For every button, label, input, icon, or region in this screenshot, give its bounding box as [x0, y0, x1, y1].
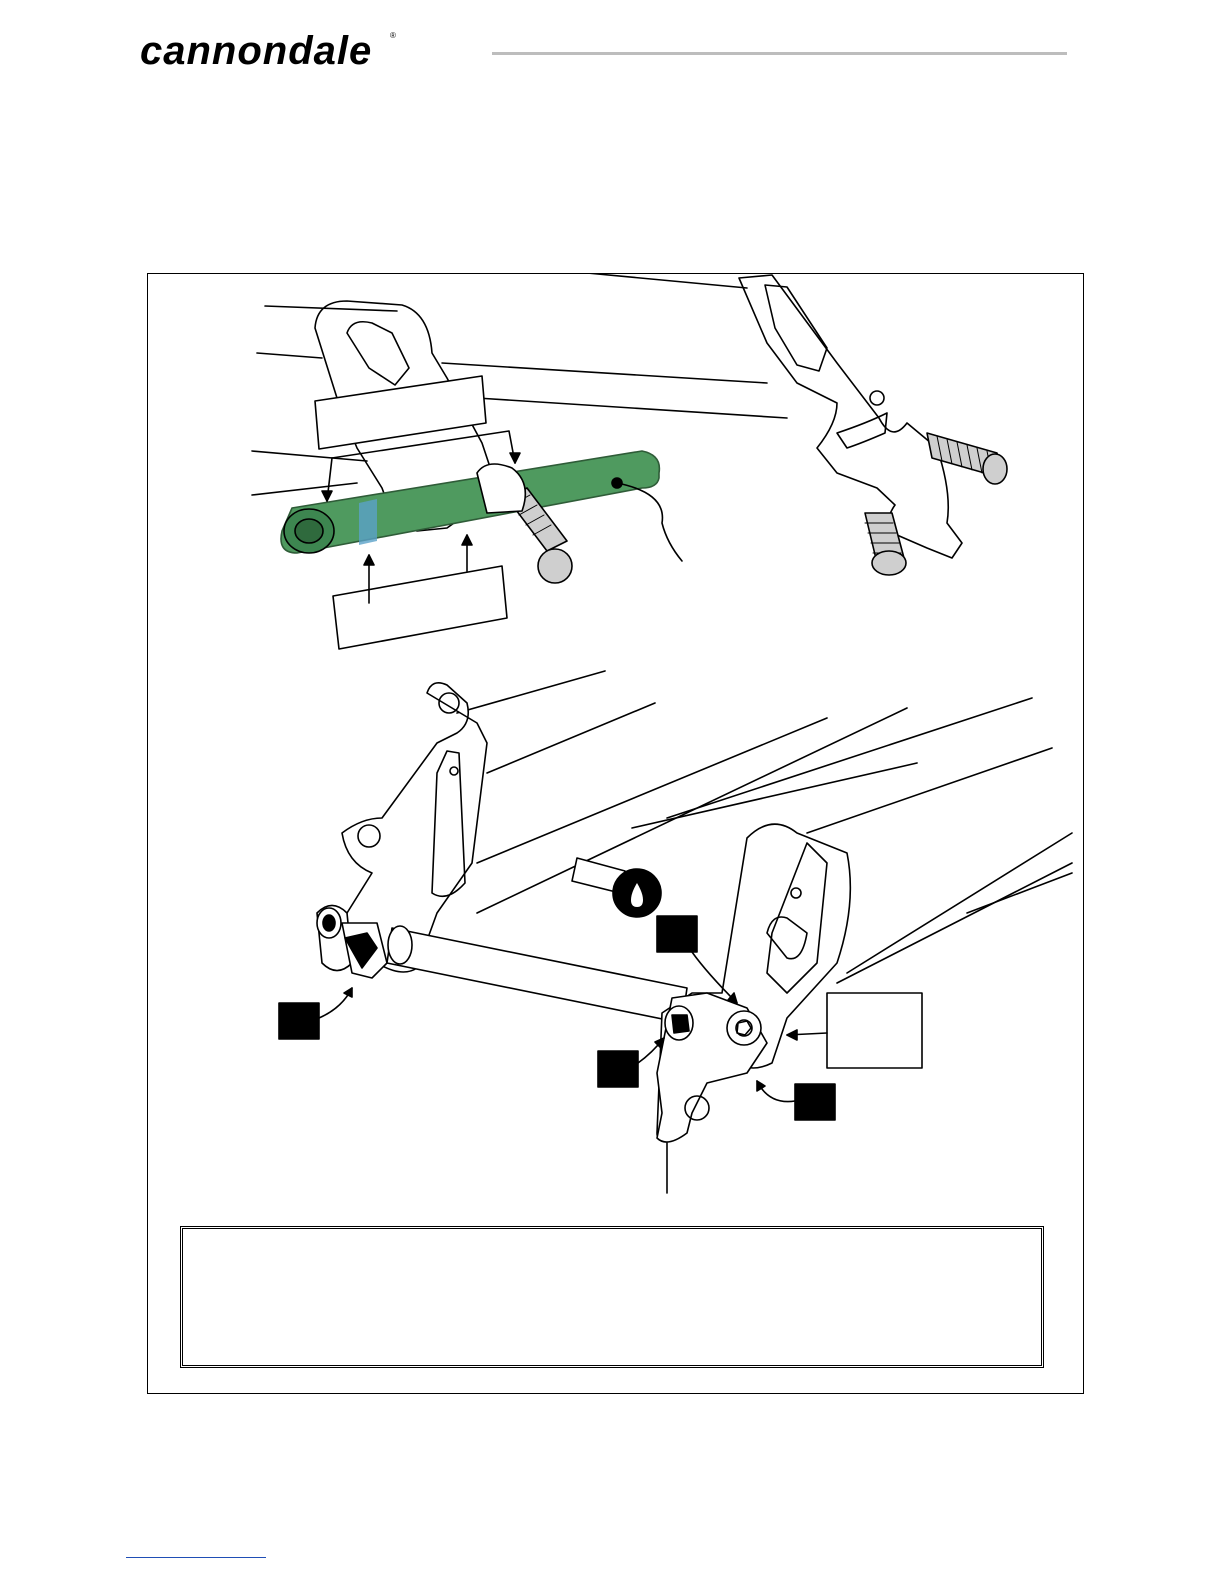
logo-text: cannondale: [140, 29, 373, 72]
callout-box-3: [827, 993, 922, 1068]
hex-bolt-icon: [865, 433, 1007, 575]
header-rule: [492, 52, 1067, 55]
callout-box-2: [333, 566, 507, 649]
thru-axle-green: [281, 451, 659, 553]
footer-link-underline[interactable]: [126, 1557, 266, 1558]
thru-axle: [387, 928, 687, 1023]
registered-mark: ®: [390, 31, 396, 40]
notice-box: [180, 1226, 1044, 1368]
grease-drop-icon: [572, 858, 661, 917]
number-tag-4: [795, 1084, 835, 1120]
brand-logo: [138, 28, 468, 72]
number-tag-1: [657, 916, 697, 952]
number-tag-2: [279, 1003, 319, 1039]
number-tag-3: [598, 1051, 638, 1087]
